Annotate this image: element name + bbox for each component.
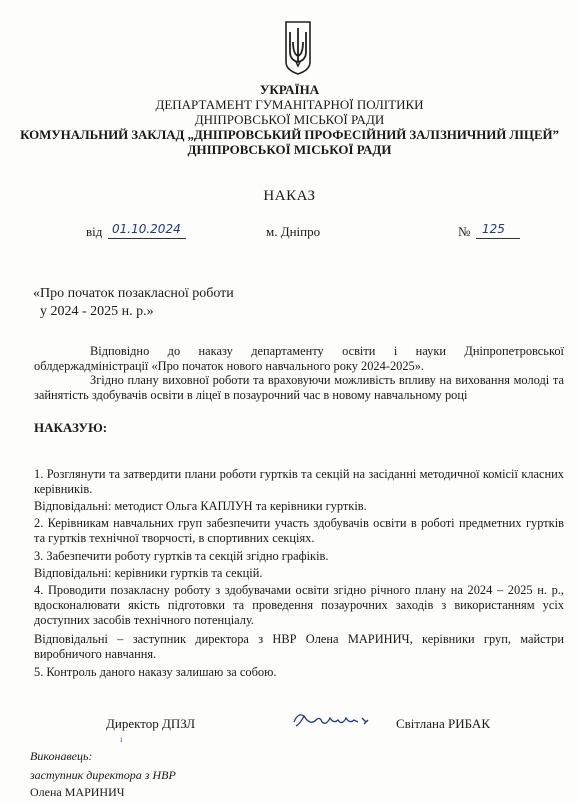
institution-line-1: КОМУНАЛЬНИЙ ЗАКЛАД „ДНІПРОВСЬКИЙ ПРОФЕСІЙНИЙ ЗАЛІЗНИЧНИЙ ЛІЦЕЙ” bbox=[20, 127, 559, 142]
date-underline bbox=[108, 238, 186, 239]
item-4-responsible: Відповідальні – заступник директора з НВР Олена МАРИНИЧ, керівники груп, майстри виробничого навчання. bbox=[34, 632, 564, 661]
item-4: 4. Проводити позакласну роботу з здобувачами освіти згідно річного плану на 2024 – 2025 н. р., вдосконалювати якість підготовки та проведення позаурочних заходів з використанням усіх доступних засобів технічного потенціалу. bbox=[34, 583, 564, 627]
item-2: 2. Керівникам навчальних груп забезпечити участь здобувачів освіти в роботі предметних гуртків та гуртків технічної творчості, в спортивних секціях. bbox=[34, 516, 564, 545]
signatory-name: Світлана РИБАК bbox=[396, 716, 490, 731]
institution-line-2: ДНІПРОВСЬКОЇ МІСЬКОЇ РАДИ bbox=[187, 142, 392, 157]
date-prefix: від bbox=[86, 224, 103, 239]
subject-line-2: у 2024 - 2025 н. р.» bbox=[40, 304, 154, 319]
handwritten-number: 125 bbox=[482, 222, 505, 236]
order-word: НАКАЗУЮ: bbox=[34, 420, 108, 435]
item-3-responsible: Відповідальні: керівники гуртків та секцій. bbox=[34, 566, 263, 580]
country-heading: УКРАЇНА bbox=[259, 82, 320, 97]
executor-label: Виконавець: bbox=[30, 749, 93, 763]
number-prefix: № bbox=[458, 224, 471, 239]
preamble-paragraph-2: Згідно плану виховної роботи та враховуючи можливість впливу на виховання молоді та зайнятість здобувачів освіти в ліцеї в позаурочний час в новому навчальному році bbox=[34, 373, 564, 402]
city: м. Дніпро bbox=[266, 224, 321, 239]
signature-position: Директор ДПЗЛ bbox=[106, 716, 196, 731]
ink-mark: ı bbox=[120, 734, 123, 744]
executor-name: Олена МАРИНИЧ bbox=[30, 785, 125, 799]
trident-coat-of-arms-icon bbox=[284, 18, 312, 76]
handwritten-signature bbox=[290, 708, 374, 730]
preamble-paragraph-1: Відповідно до наказу департаменту освіти і науки Дніпропетровської облдержадміністрації «Про початок нового навчального року 2024-2025». bbox=[34, 344, 564, 373]
item-3: 3. Забезпечити роботу гуртків та секцій згідно графіків. bbox=[34, 549, 329, 563]
subject-line-1: «Про початок позакласної роботи bbox=[33, 286, 234, 301]
number-underline bbox=[476, 238, 520, 239]
department-line-1: ДЕПАРТАМЕНТ ГУМАНІТАРНОЇ ПОЛІТИКИ bbox=[155, 97, 424, 112]
item-1-responsible: Відповідальні: методист Ольга КАПЛУН та керівники гуртків. bbox=[34, 499, 367, 513]
department-line-2: ДНІПРОВСЬКОЇ МІСЬКОЇ РАДИ bbox=[194, 112, 385, 127]
item-1: 1. Розглянути та затвердити плани роботи гуртків та секцій на засіданні методичної комісії класних керівників. bbox=[34, 467, 564, 496]
executor-position: заступник директора з НВР bbox=[30, 768, 176, 782]
order-title: НАКАЗ bbox=[263, 188, 316, 204]
item-5: 5. Контроль даного наказу залишаю за собою. bbox=[34, 665, 277, 679]
handwritten-date: 01.10.2024 bbox=[112, 222, 181, 236]
